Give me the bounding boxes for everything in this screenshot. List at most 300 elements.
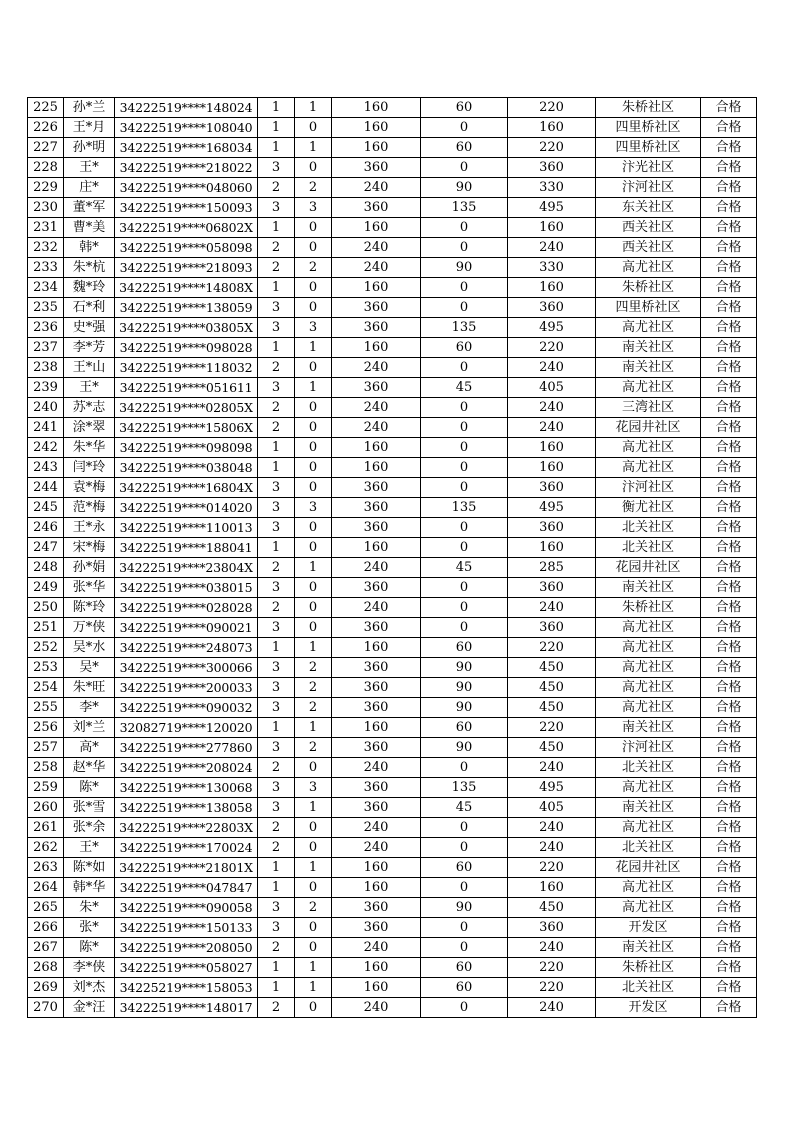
count-b-cell: 0 bbox=[295, 918, 332, 938]
table-row bbox=[28, 978, 757, 998]
community-cell: 南关社区 bbox=[596, 358, 701, 378]
row-number-cell: 264 bbox=[28, 878, 64, 898]
total-cell: 360 bbox=[508, 618, 596, 638]
id-number-cell: 34222519****06802X bbox=[115, 218, 258, 238]
amount-a-cell: 360 bbox=[332, 518, 421, 538]
id-number-cell: 34222519****208050 bbox=[115, 938, 258, 958]
table-row bbox=[28, 558, 757, 578]
row-number-cell: 237 bbox=[28, 338, 64, 358]
count-b-cell: 0 bbox=[295, 298, 332, 318]
amount-b-cell: 0 bbox=[421, 298, 508, 318]
count-b-cell: 0 bbox=[295, 358, 332, 378]
row-number-cell: 261 bbox=[28, 818, 64, 838]
count-a-cell: 3 bbox=[258, 198, 295, 218]
total-cell: 285 bbox=[508, 558, 596, 578]
name-cell: 张*雪 bbox=[64, 798, 115, 818]
status-cell: 合格 bbox=[701, 478, 757, 498]
id-number-cell: 34222519****098028 bbox=[115, 338, 258, 358]
status-cell: 合格 bbox=[701, 738, 757, 758]
total-cell: 450 bbox=[508, 698, 596, 718]
count-b-cell: 1 bbox=[295, 978, 332, 998]
community-cell: 朱桥社区 bbox=[596, 598, 701, 618]
count-a-cell: 2 bbox=[258, 938, 295, 958]
amount-b-cell: 0 bbox=[421, 918, 508, 938]
amount-a-cell: 240 bbox=[332, 238, 421, 258]
amount-b-cell: 0 bbox=[421, 458, 508, 478]
table-row bbox=[28, 358, 757, 378]
name-cell: 王* bbox=[64, 158, 115, 178]
community-cell: 东关社区 bbox=[596, 198, 701, 218]
status-cell: 合格 bbox=[701, 138, 757, 158]
total-cell: 450 bbox=[508, 658, 596, 678]
id-number-cell: 34222519****300066 bbox=[115, 658, 258, 678]
row-number-cell: 251 bbox=[28, 618, 64, 638]
amount-a-cell: 240 bbox=[332, 358, 421, 378]
amount-b-cell: 90 bbox=[421, 678, 508, 698]
name-cell: 闫*玲 bbox=[64, 458, 115, 478]
count-a-cell: 1 bbox=[258, 278, 295, 298]
count-b-cell: 0 bbox=[295, 578, 332, 598]
total-cell: 160 bbox=[508, 878, 596, 898]
id-number-cell: 34222519****02805X bbox=[115, 398, 258, 418]
total-cell: 160 bbox=[508, 118, 596, 138]
community-cell: 高尤社区 bbox=[596, 258, 701, 278]
name-cell: 陈*如 bbox=[64, 858, 115, 878]
id-number-cell: 34222519****058098 bbox=[115, 238, 258, 258]
status-cell: 合格 bbox=[701, 778, 757, 798]
count-b-cell: 1 bbox=[295, 138, 332, 158]
amount-b-cell: 0 bbox=[421, 358, 508, 378]
id-number-cell: 34222519****22803X bbox=[115, 818, 258, 838]
count-b-cell: 0 bbox=[295, 458, 332, 478]
id-number-cell: 34222519****118032 bbox=[115, 358, 258, 378]
count-a-cell: 1 bbox=[258, 138, 295, 158]
row-number-cell: 239 bbox=[28, 378, 64, 398]
community-cell: 北关社区 bbox=[596, 538, 701, 558]
table-row bbox=[28, 938, 757, 958]
count-b-cell: 1 bbox=[295, 858, 332, 878]
total-cell: 240 bbox=[508, 238, 596, 258]
roster-table bbox=[27, 97, 757, 1018]
id-number-cell: 34222519****138058 bbox=[115, 798, 258, 818]
row-number-cell: 226 bbox=[28, 118, 64, 138]
count-b-cell: 0 bbox=[295, 838, 332, 858]
amount-a-cell: 160 bbox=[332, 138, 421, 158]
count-a-cell: 1 bbox=[258, 538, 295, 558]
row-number-cell: 228 bbox=[28, 158, 64, 178]
amount-b-cell: 60 bbox=[421, 978, 508, 998]
name-cell: 韩*华 bbox=[64, 878, 115, 898]
amount-b-cell: 60 bbox=[421, 858, 508, 878]
row-number-cell: 262 bbox=[28, 838, 64, 858]
id-number-cell: 34222519****150093 bbox=[115, 198, 258, 218]
amount-b-cell: 0 bbox=[421, 598, 508, 618]
amount-a-cell: 240 bbox=[332, 758, 421, 778]
row-number-cell: 238 bbox=[28, 358, 64, 378]
id-number-cell: 34222519****218093 bbox=[115, 258, 258, 278]
count-a-cell: 3 bbox=[258, 158, 295, 178]
count-b-cell: 2 bbox=[295, 698, 332, 718]
table-row bbox=[28, 258, 757, 278]
name-cell: 朱*华 bbox=[64, 438, 115, 458]
amount-b-cell: 0 bbox=[421, 758, 508, 778]
table-row bbox=[28, 878, 757, 898]
table-row bbox=[28, 418, 757, 438]
community-cell: 北关社区 bbox=[596, 758, 701, 778]
name-cell: 范*梅 bbox=[64, 498, 115, 518]
status-cell: 合格 bbox=[701, 878, 757, 898]
table-row bbox=[28, 778, 757, 798]
amount-b-cell: 60 bbox=[421, 718, 508, 738]
count-a-cell: 2 bbox=[258, 558, 295, 578]
amount-b-cell: 0 bbox=[421, 478, 508, 498]
row-number-cell: 245 bbox=[28, 498, 64, 518]
row-number-cell: 244 bbox=[28, 478, 64, 498]
table-row bbox=[28, 318, 757, 338]
count-a-cell: 1 bbox=[258, 338, 295, 358]
total-cell: 405 bbox=[508, 798, 596, 818]
id-number-cell: 32082719****120020 bbox=[115, 718, 258, 738]
table-row bbox=[28, 998, 757, 1018]
count-a-cell: 2 bbox=[258, 398, 295, 418]
community-cell: 花园井社区 bbox=[596, 418, 701, 438]
name-cell: 陈* bbox=[64, 938, 115, 958]
total-cell: 360 bbox=[508, 478, 596, 498]
table-row bbox=[28, 738, 757, 758]
count-b-cell: 0 bbox=[295, 398, 332, 418]
name-cell: 王*月 bbox=[64, 118, 115, 138]
amount-b-cell: 0 bbox=[421, 398, 508, 418]
total-cell: 330 bbox=[508, 258, 596, 278]
community-cell: 南关社区 bbox=[596, 338, 701, 358]
name-cell: 朱* bbox=[64, 898, 115, 918]
id-number-cell: 34222519****23804X bbox=[115, 558, 258, 578]
amount-a-cell: 160 bbox=[332, 278, 421, 298]
status-cell: 合格 bbox=[701, 918, 757, 938]
row-number-cell: 266 bbox=[28, 918, 64, 938]
community-cell: 汴光社区 bbox=[596, 158, 701, 178]
table-row bbox=[28, 298, 757, 318]
id-number-cell: 34222519****218022 bbox=[115, 158, 258, 178]
count-a-cell: 3 bbox=[258, 898, 295, 918]
name-cell: 史*强 bbox=[64, 318, 115, 338]
status-cell: 合格 bbox=[701, 898, 757, 918]
table-row bbox=[28, 218, 757, 238]
count-a-cell: 2 bbox=[258, 238, 295, 258]
community-cell: 高尤社区 bbox=[596, 878, 701, 898]
count-a-cell: 3 bbox=[258, 678, 295, 698]
total-cell: 240 bbox=[508, 838, 596, 858]
count-a-cell: 3 bbox=[258, 318, 295, 338]
amount-a-cell: 240 bbox=[332, 598, 421, 618]
table-row bbox=[28, 918, 757, 938]
id-number-cell: 34222519****038048 bbox=[115, 458, 258, 478]
count-a-cell: 1 bbox=[258, 118, 295, 138]
id-number-cell: 34222519****15806X bbox=[115, 418, 258, 438]
community-cell: 汴河社区 bbox=[596, 478, 701, 498]
roster-table-body bbox=[28, 98, 757, 1018]
community-cell: 朱桥社区 bbox=[596, 278, 701, 298]
row-number-cell: 256 bbox=[28, 718, 64, 738]
count-b-cell: 0 bbox=[295, 438, 332, 458]
name-cell: 刘*兰 bbox=[64, 718, 115, 738]
id-number-cell: 34222519****108040 bbox=[115, 118, 258, 138]
count-b-cell: 1 bbox=[295, 718, 332, 738]
name-cell: 万*侠 bbox=[64, 618, 115, 638]
total-cell: 405 bbox=[508, 378, 596, 398]
total-cell: 360 bbox=[508, 918, 596, 938]
total-cell: 240 bbox=[508, 398, 596, 418]
total-cell: 450 bbox=[508, 738, 596, 758]
status-cell: 合格 bbox=[701, 358, 757, 378]
amount-a-cell: 360 bbox=[332, 158, 421, 178]
id-number-cell: 34222519****168034 bbox=[115, 138, 258, 158]
status-cell: 合格 bbox=[701, 418, 757, 438]
amount-a-cell: 240 bbox=[332, 818, 421, 838]
id-number-cell: 34222519****028028 bbox=[115, 598, 258, 618]
community-cell: 南关社区 bbox=[596, 718, 701, 738]
id-number-cell: 34222519****047847 bbox=[115, 878, 258, 898]
row-number-cell: 268 bbox=[28, 958, 64, 978]
amount-b-cell: 135 bbox=[421, 498, 508, 518]
amount-b-cell: 60 bbox=[421, 338, 508, 358]
name-cell: 庄* bbox=[64, 178, 115, 198]
count-b-cell: 1 bbox=[295, 958, 332, 978]
count-a-cell: 3 bbox=[258, 778, 295, 798]
status-cell: 合格 bbox=[701, 998, 757, 1018]
table-row bbox=[28, 618, 757, 638]
total-cell: 220 bbox=[508, 138, 596, 158]
total-cell: 220 bbox=[508, 638, 596, 658]
id-number-cell: 34222519****170024 bbox=[115, 838, 258, 858]
community-cell: 高尤社区 bbox=[596, 778, 701, 798]
total-cell: 220 bbox=[508, 978, 596, 998]
count-b-cell: 2 bbox=[295, 678, 332, 698]
row-number-cell: 263 bbox=[28, 858, 64, 878]
name-cell: 朱*旺 bbox=[64, 678, 115, 698]
amount-b-cell: 0 bbox=[421, 938, 508, 958]
table-row bbox=[28, 498, 757, 518]
community-cell: 南关社区 bbox=[596, 578, 701, 598]
id-number-cell: 34222519****014020 bbox=[115, 498, 258, 518]
total-cell: 360 bbox=[508, 578, 596, 598]
community-cell: 南关社区 bbox=[596, 938, 701, 958]
community-cell: 高尤社区 bbox=[596, 318, 701, 338]
status-cell: 合格 bbox=[701, 958, 757, 978]
amount-a-cell: 360 bbox=[332, 918, 421, 938]
count-a-cell: 1 bbox=[258, 98, 295, 118]
total-cell: 240 bbox=[508, 418, 596, 438]
id-number-cell: 34222519****148017 bbox=[115, 998, 258, 1018]
table-row bbox=[28, 698, 757, 718]
amount-b-cell: 60 bbox=[421, 638, 508, 658]
amount-b-cell: 45 bbox=[421, 558, 508, 578]
amount-a-cell: 360 bbox=[332, 778, 421, 798]
amount-a-cell: 160 bbox=[332, 978, 421, 998]
id-number-cell: 34222519****110013 bbox=[115, 518, 258, 538]
amount-a-cell: 360 bbox=[332, 698, 421, 718]
amount-a-cell: 360 bbox=[332, 378, 421, 398]
count-b-cell: 2 bbox=[295, 738, 332, 758]
name-cell: 苏*志 bbox=[64, 398, 115, 418]
community-cell: 花园井社区 bbox=[596, 558, 701, 578]
count-a-cell: 1 bbox=[258, 718, 295, 738]
status-cell: 合格 bbox=[701, 398, 757, 418]
community-cell: 汴河社区 bbox=[596, 178, 701, 198]
total-cell: 495 bbox=[508, 778, 596, 798]
community-cell: 高尤社区 bbox=[596, 458, 701, 478]
total-cell: 450 bbox=[508, 678, 596, 698]
table-row bbox=[28, 678, 757, 698]
count-b-cell: 2 bbox=[295, 658, 332, 678]
status-cell: 合格 bbox=[701, 158, 757, 178]
name-cell: 朱*杭 bbox=[64, 258, 115, 278]
community-cell: 开发区 bbox=[596, 998, 701, 1018]
count-a-cell: 2 bbox=[258, 998, 295, 1018]
table-row bbox=[28, 118, 757, 138]
id-number-cell: 34222519****051611 bbox=[115, 378, 258, 398]
status-cell: 合格 bbox=[701, 378, 757, 398]
count-a-cell: 3 bbox=[258, 738, 295, 758]
total-cell: 240 bbox=[508, 938, 596, 958]
status-cell: 合格 bbox=[701, 238, 757, 258]
amount-a-cell: 160 bbox=[332, 458, 421, 478]
amount-b-cell: 90 bbox=[421, 658, 508, 678]
count-b-cell: 1 bbox=[295, 338, 332, 358]
community-cell: 高尤社区 bbox=[596, 818, 701, 838]
count-a-cell: 1 bbox=[258, 858, 295, 878]
amount-b-cell: 90 bbox=[421, 738, 508, 758]
table-row bbox=[28, 158, 757, 178]
row-number-cell: 255 bbox=[28, 698, 64, 718]
table-row bbox=[28, 398, 757, 418]
row-number-cell: 270 bbox=[28, 998, 64, 1018]
amount-a-cell: 360 bbox=[332, 658, 421, 678]
count-b-cell: 3 bbox=[295, 778, 332, 798]
name-cell: 吴* bbox=[64, 658, 115, 678]
name-cell: 赵*华 bbox=[64, 758, 115, 778]
status-cell: 合格 bbox=[701, 978, 757, 998]
name-cell: 王*山 bbox=[64, 358, 115, 378]
community-cell: 西关社区 bbox=[596, 218, 701, 238]
count-b-cell: 1 bbox=[295, 638, 332, 658]
amount-a-cell: 240 bbox=[332, 838, 421, 858]
row-number-cell: 235 bbox=[28, 298, 64, 318]
count-a-cell: 1 bbox=[258, 438, 295, 458]
amount-a-cell: 160 bbox=[332, 338, 421, 358]
total-cell: 160 bbox=[508, 458, 596, 478]
count-b-cell: 0 bbox=[295, 618, 332, 638]
count-b-cell: 0 bbox=[295, 818, 332, 838]
count-a-cell: 1 bbox=[258, 978, 295, 998]
count-a-cell: 2 bbox=[258, 598, 295, 618]
id-number-cell: 34222519****21801X bbox=[115, 858, 258, 878]
name-cell: 王* bbox=[64, 838, 115, 858]
count-b-cell: 2 bbox=[295, 258, 332, 278]
name-cell: 孙*娟 bbox=[64, 558, 115, 578]
name-cell: 魏*玲 bbox=[64, 278, 115, 298]
row-number-cell: 259 bbox=[28, 778, 64, 798]
amount-a-cell: 360 bbox=[332, 198, 421, 218]
amount-b-cell: 0 bbox=[421, 418, 508, 438]
row-number-cell: 241 bbox=[28, 418, 64, 438]
row-number-cell: 260 bbox=[28, 798, 64, 818]
amount-a-cell: 240 bbox=[332, 998, 421, 1018]
amount-b-cell: 135 bbox=[421, 778, 508, 798]
amount-b-cell: 0 bbox=[421, 838, 508, 858]
amount-b-cell: 90 bbox=[421, 698, 508, 718]
total-cell: 495 bbox=[508, 318, 596, 338]
community-cell: 朱桥社区 bbox=[596, 958, 701, 978]
table-row bbox=[28, 578, 757, 598]
total-cell: 160 bbox=[508, 438, 596, 458]
status-cell: 合格 bbox=[701, 698, 757, 718]
row-number-cell: 229 bbox=[28, 178, 64, 198]
name-cell: 曹*美 bbox=[64, 218, 115, 238]
id-number-cell: 34222519****188041 bbox=[115, 538, 258, 558]
amount-a-cell: 360 bbox=[332, 498, 421, 518]
count-a-cell: 1 bbox=[258, 878, 295, 898]
id-number-cell: 34222519****150133 bbox=[115, 918, 258, 938]
count-a-cell: 3 bbox=[258, 478, 295, 498]
row-number-cell: 254 bbox=[28, 678, 64, 698]
count-b-cell: 3 bbox=[295, 318, 332, 338]
row-number-cell: 232 bbox=[28, 238, 64, 258]
row-number-cell: 225 bbox=[28, 98, 64, 118]
count-a-cell: 2 bbox=[258, 758, 295, 778]
row-number-cell: 233 bbox=[28, 258, 64, 278]
count-a-cell: 3 bbox=[258, 798, 295, 818]
table-row bbox=[28, 818, 757, 838]
total-cell: 160 bbox=[508, 538, 596, 558]
count-a-cell: 3 bbox=[258, 918, 295, 938]
amount-a-cell: 160 bbox=[332, 718, 421, 738]
row-number-cell: 250 bbox=[28, 598, 64, 618]
id-number-cell: 34222519****208024 bbox=[115, 758, 258, 778]
count-b-cell: 0 bbox=[295, 758, 332, 778]
amount-b-cell: 0 bbox=[421, 438, 508, 458]
name-cell: 王* bbox=[64, 378, 115, 398]
table-row bbox=[28, 598, 757, 618]
id-number-cell: 34222519****148024 bbox=[115, 98, 258, 118]
count-b-cell: 0 bbox=[295, 538, 332, 558]
status-cell: 合格 bbox=[701, 658, 757, 678]
count-b-cell: 0 bbox=[295, 478, 332, 498]
id-number-cell: 34222519****090021 bbox=[115, 618, 258, 638]
amount-a-cell: 160 bbox=[332, 98, 421, 118]
count-a-cell: 3 bbox=[258, 518, 295, 538]
status-cell: 合格 bbox=[701, 98, 757, 118]
name-cell: 李*侠 bbox=[64, 958, 115, 978]
row-number-cell: 258 bbox=[28, 758, 64, 778]
amount-b-cell: 0 bbox=[421, 538, 508, 558]
count-b-cell: 1 bbox=[295, 558, 332, 578]
name-cell: 董*军 bbox=[64, 198, 115, 218]
name-cell: 孙*兰 bbox=[64, 98, 115, 118]
table-row bbox=[28, 758, 757, 778]
row-number-cell: 249 bbox=[28, 578, 64, 598]
table-row bbox=[28, 178, 757, 198]
total-cell: 240 bbox=[508, 998, 596, 1018]
table-row bbox=[28, 338, 757, 358]
id-number-cell: 34222519****038015 bbox=[115, 578, 258, 598]
name-cell: 陈* bbox=[64, 778, 115, 798]
status-cell: 合格 bbox=[701, 118, 757, 138]
count-a-cell: 2 bbox=[258, 818, 295, 838]
status-cell: 合格 bbox=[701, 558, 757, 578]
amount-a-cell: 160 bbox=[332, 218, 421, 238]
amount-a-cell: 160 bbox=[332, 638, 421, 658]
